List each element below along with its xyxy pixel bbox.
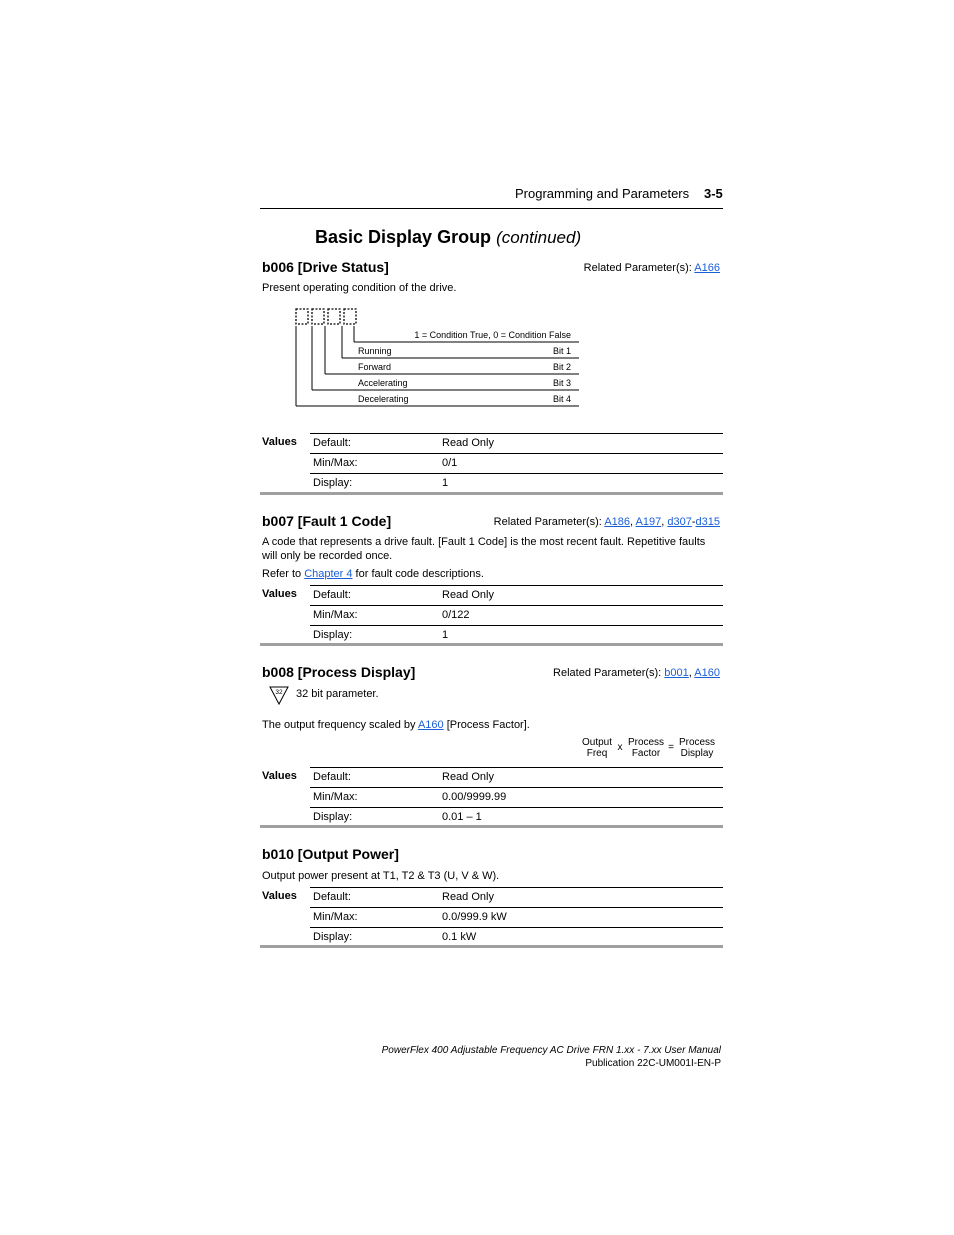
b007-related: Related Parameter(s): A186, A197, d307-d315 (493, 516, 720, 528)
table-row (310, 787, 723, 808)
bit-row-number: Bit 3 (552, 378, 571, 388)
formula-b1: Process (627, 737, 665, 748)
b007-title: b007 [Fault 1 Code] (262, 513, 392, 529)
value-key: Display: (313, 811, 353, 823)
formula-b2: Factor (631, 748, 661, 759)
value-val: 0.01 – 1 (442, 811, 482, 823)
value-val: Read Only (442, 437, 494, 449)
value-val: 0.00/9999.99 (442, 791, 507, 803)
value-key: Min/Max: (313, 609, 358, 621)
value-val: Read Only (442, 771, 494, 783)
table-bottom-rule (260, 492, 723, 495)
desc-pre: The output frequency scaled by (262, 719, 418, 731)
running-header-section: Programming and Parameters (515, 186, 690, 201)
table-row (310, 605, 723, 626)
value-key: Display: (313, 477, 353, 489)
table-row (310, 433, 723, 454)
bit-row-number: Bit 2 (552, 362, 571, 372)
b010-title: b010 [Output Power] (262, 846, 399, 862)
value-key: Default: (313, 771, 351, 783)
b008-description (262, 717, 530, 733)
related-link-a186[interactable]: A186 (604, 516, 631, 528)
value-key: Default: (313, 437, 351, 449)
related-label: Related Parameter(s): (493, 516, 605, 528)
values-label: Values (262, 770, 297, 782)
chapter-4-link[interactable]: Chapter 4 (304, 568, 353, 580)
table-bottom-rule (260, 825, 723, 828)
value-key: Default: (313, 589, 351, 601)
formula-c1: Process (678, 737, 716, 748)
group-title-continued: (continued) (496, 228, 582, 247)
table-row (310, 585, 723, 606)
a160-link[interactable]: A160 (417, 719, 444, 731)
footer-publication: Publication 22C-UM001I-EN-P (585, 1058, 721, 1069)
32-bit-badge-text: 32 (275, 689, 283, 696)
related-link-a166[interactable]: A166 (694, 262, 720, 274)
formula-a2: Freq (586, 748, 608, 759)
value-key: Display: (313, 629, 353, 641)
value-key: Min/Max: (313, 457, 358, 469)
b010-description: Output power present at T1, T2 & T3 (U, V & W). (262, 870, 500, 882)
formula-c2: Display (680, 748, 714, 759)
values-label: Values (262, 588, 297, 600)
related-label: Related Parameter(s): (583, 262, 695, 274)
table-row (310, 907, 723, 928)
value-val: 1 (442, 629, 449, 641)
b007-refer (262, 566, 484, 582)
value-key: Display: (313, 931, 353, 943)
b008-title: b008 [Process Display] (262, 664, 416, 680)
b010-values-table (260, 887, 723, 951)
table-row (310, 473, 723, 494)
b006-related (584, 262, 720, 274)
group-title-text: Basic Display Group (315, 227, 492, 247)
bit-row-number: Bit 1 (552, 346, 571, 356)
formula-process-display (677, 737, 717, 759)
bit-row-number: Bit 4 (552, 394, 571, 404)
values-label: Values (262, 436, 297, 448)
header-rule (260, 208, 723, 209)
value-val: Read Only (442, 891, 494, 903)
formula-a1: Output (581, 737, 613, 748)
32-bit-triangle-icon (269, 686, 289, 706)
drive-status-bit-diagram (290, 304, 590, 410)
value-val: 0.1 kW (442, 931, 477, 943)
value-key: Min/Max: (313, 911, 358, 923)
digit-boxes (296, 309, 356, 324)
bit-row-label: Accelerating (358, 378, 408, 388)
group-title (315, 227, 581, 248)
value-val: 1 (442, 477, 449, 489)
b007-values-table (260, 585, 723, 649)
table-bottom-rule (260, 945, 723, 948)
b006-description: Present operating condition of the drive. (262, 282, 457, 294)
related-label: Related Parameter(s): (553, 667, 665, 679)
formula-output-freq (579, 737, 615, 759)
related-link-b001[interactable]: b001 (664, 667, 689, 679)
formula-equals: = (668, 742, 674, 753)
page-number: 3-5 (704, 186, 723, 201)
table-bottom-rule (260, 643, 723, 646)
related-link-d315[interactable]: d315 (695, 516, 720, 528)
formula-process-factor (626, 737, 666, 759)
b007-description: A code that represents a drive fault. [Fault 1 Code] is the most recent fault. Repetitive faults will only be recorded once. (262, 536, 706, 562)
refer-pre: Refer to (262, 568, 305, 580)
bit-row-label: Forward (358, 362, 392, 372)
table-row (310, 767, 723, 788)
formula-times: x (617, 742, 623, 753)
table-row (310, 887, 723, 908)
related-link-d307[interactable]: d307 (667, 516, 692, 528)
value-val: 0/122 (442, 609, 470, 621)
value-val: 0/1 (442, 457, 458, 469)
bit-legend: 1 = Condition True, 0 = Condition False (414, 330, 571, 340)
bit-row-label: Running (358, 346, 392, 356)
refer-post: for fault code descriptions. (352, 568, 484, 580)
related-link-a197[interactable]: A197 (635, 516, 662, 528)
value-key: Min/Max: (313, 791, 358, 803)
value-key: Default: (313, 891, 351, 903)
value-val: Read Only (442, 589, 494, 601)
b008-note: 32 bit parameter. (296, 688, 379, 700)
related-link-a160[interactable]: A160 (694, 667, 720, 679)
table-row (310, 453, 723, 474)
value-val: 0.0/999.9 kW (442, 911, 507, 923)
b006-title: b006 [Drive Status] (262, 259, 389, 275)
b008-values-table (260, 767, 723, 831)
footer-manual-title: PowerFlex 400 Adjustable Frequency AC Drive FRN 1.xx - 7.xx User Manual (381, 1045, 721, 1056)
bit-row-label: Decelerating (358, 394, 409, 404)
values-label: Values (262, 890, 297, 902)
b008-related: Related Parameter(s): b001, A160 (553, 667, 720, 679)
b006-values-table (260, 433, 723, 497)
desc-post: [Process Factor]. (443, 719, 530, 731)
